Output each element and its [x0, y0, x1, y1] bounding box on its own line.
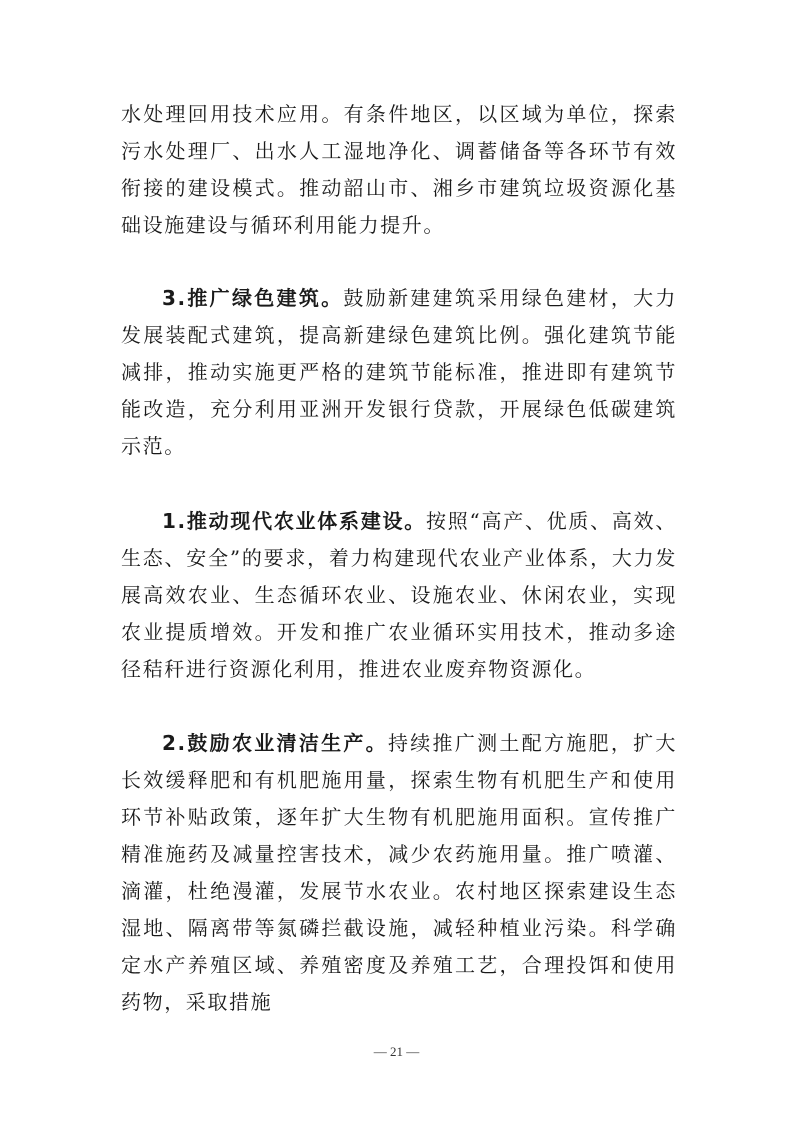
paragraph-green-building: [121, 280, 677, 465]
paragraph-lead: 1.推动现代农业体系建设。: [162, 509, 427, 533]
paragraph-clean-production: [121, 725, 677, 1021]
paragraph-lead: 3.推广绿色建筑。: [162, 286, 344, 310]
page-number: — 21 —: [373, 1044, 420, 1059]
paragraph-text: 按照“高产、优质、高效、生态、安全”的要求，着力构建现代农业产业体系，大力发展高效农业、生态循环农业、设施农业、休闲农业，实现农业提质增效。开发和推广农业循环实用技术，推动多途径秸秆进行资源化利用，推进农业废弃物资源化。: [121, 509, 677, 681]
paragraph-text: 持续推广测土配方施肥，扩大长效缓释肥和有机肥施用量，探索生物有机肥生产和使用环节补贴政策，逐年扩大生物有机肥施用面积。宣传推广精准施药及减量控害技术，减少农药施用量。推广喷灌、滴灌，杜绝漫灌，发展节水农业。农村地区探索建设生态湿地、隔离带等氮磷拦截设施，减轻种植业污染。科学确定水产养殖区域、养殖密度及养殖工艺，合理投饵和使用药物，采取措施: [121, 731, 677, 1014]
paragraph-text: 水处理回用技术应用。有条件地区，以区域为单位，探索污水处理厂、出水人工湿地净化、调蓄储备等各环节有效衔接的建设模式。推动韶山市、湘乡市建筑垃圾资源化基础设施建设与循环利用能力提升。: [121, 102, 677, 237]
paragraph-body: [121, 725, 677, 1021]
paragraph-text: 鼓励新建建筑采用绿色建材，大力发展装配式建筑，提高新建绿色建筑比例。强化建筑节能减排，推动实施更严格的建筑节能标准，推进即有建筑节能改造，充分利用亚洲开发银行贷款，开展绿色低碳建筑示范。: [121, 286, 678, 458]
paragraph-lead: 2.鼓励农业清洁生产。: [162, 731, 388, 755]
paragraph-body: [121, 280, 677, 465]
paragraph-wastewater: [121, 96, 677, 244]
paragraph-modern-agriculture: [121, 503, 677, 688]
paragraph-body: [121, 503, 677, 688]
